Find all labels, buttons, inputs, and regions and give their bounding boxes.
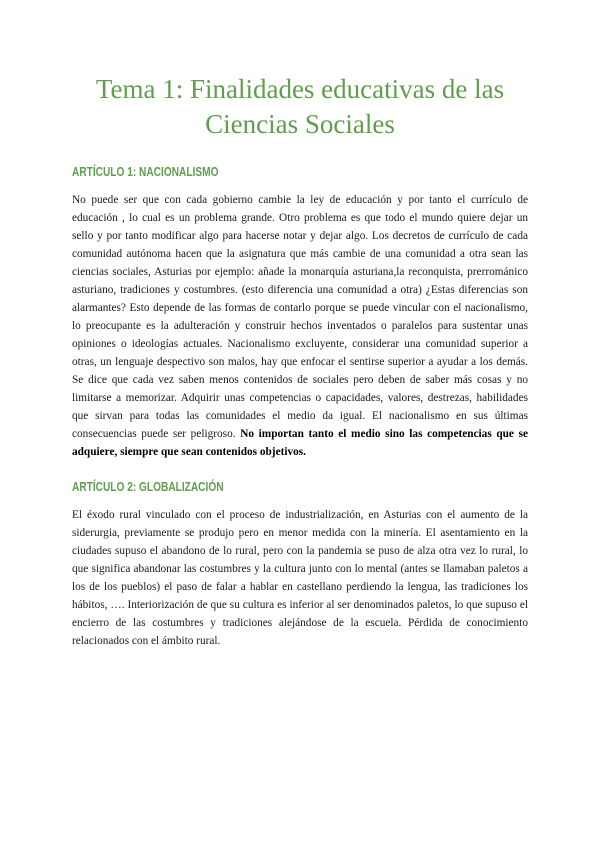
section-nacionalismo [72,164,528,461]
section-heading: ARTÍCULO 2: GLOBALIZACIÓN [72,479,224,494]
section-paragraph [72,191,528,461]
paragraph-text: No puede ser que con cada gobierno cambie la ley de educación y por tanto el currículo de educación , lo cual es un problema grande. Otro problema es que todo el mundo quiere dejar un sello y por tanto modificar algo para hacerse notar y dejar algo. Los decretos de currículo de cada comunidad autónoma hacen que la asignatura que más cambie de una comunidad a otra sean las ciencias sociales, Asturias por ejemplo: añade la monarquía asturiana,la reconquista, prerrománico asturiano, tradiciones y costumbres. (esto diferencia una comunidad a otra) ¿Estas diferencias son alarmantes? Esto depende de las formas de contarlo porque se puede vincular con el nacionalismo, lo preocupante es la adulteración y construir hechos inventados o paralelos para sustentar unas opiniones o ideologías actuales. Nacionalismo excluyente, considerar una comunidad superior a otras, un lenguaje despectivo son malos, hay que enfocar el sentirse superior a ayudar a los demás. Se dice que cada vez saben menos contenidos de sociales pero deben de saber más cosas y no limitarse a memorizar. Adquirir unas competencias o capacidades, valores, destrezas, habilidades que sirvan para todas las comunidades el medio da igual. El nacionalismo en sus últimas consecuencias puede ser peligroso. [72,194,528,440]
paragraph-bold-text: No importan tanto el medio sino las competencias que se adquiere, siempre que sean contenidos objetivos. [72,428,529,458]
section-globalizacion [72,479,528,650]
section-heading: ARTÍCULO 1: NACIONALISMO [72,164,219,179]
paragraph-text: El éxodo rural vinculado con el proceso de industrialización, en Asturias con el aumento de la siderurgia, previamente se produjo pero en menor medida con la minería. El asentamiento en la ciudades supuso el abandono de lo rural, pero con la pandemia se puso de alza otra vez lo rural, lo que significa abandonar las costumbres y la cultura junto con lo mental (antes se llamaban paletos a los de los pueblos) el paso de falar a hablar en castellano perdiendo la lengua, las tradiciones los hábitos, …. Interiorización de que su cultura es inferior al ser denominados paletos, lo que supuso el encierro de las costumbres y tradiciones alejándose de la escuela. Pérdida de conocimiento relacionados con el ámbito rural. [72,509,528,647]
section-paragraph [72,506,528,650]
document-title: Tema 1: Finalidades educativas de las Ciencias Sociales [95,74,505,139]
